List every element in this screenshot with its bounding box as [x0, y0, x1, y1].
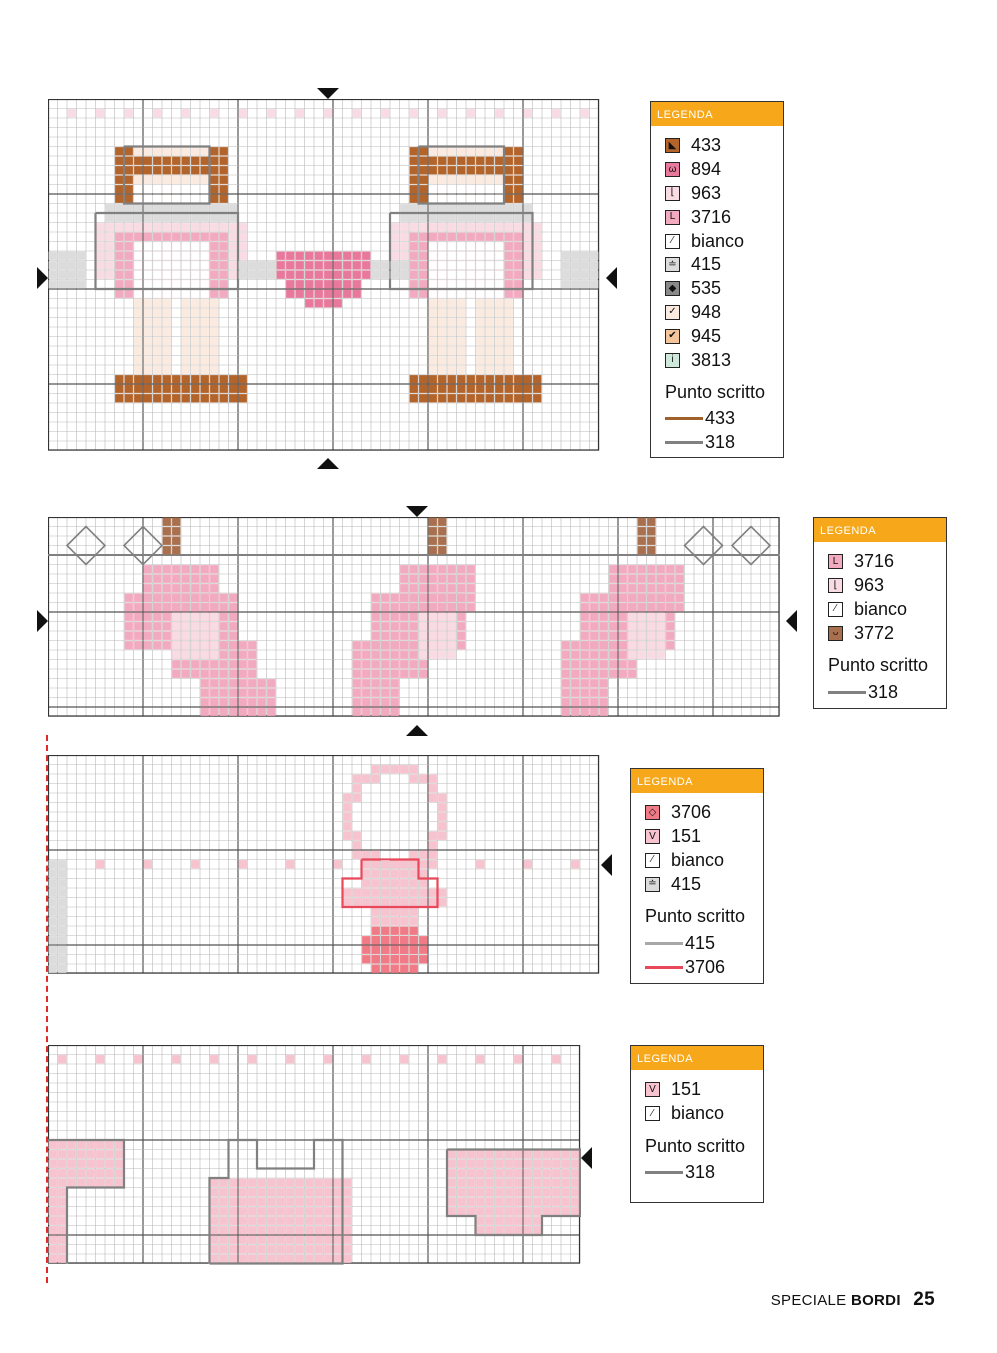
center-arrow-left	[37, 267, 48, 289]
backstitch-item	[828, 680, 934, 704]
legend-item	[665, 301, 771, 325]
legend-item	[665, 324, 771, 348]
legend-item	[645, 872, 751, 896]
backstitch-item	[645, 955, 751, 979]
center-arrow-top	[317, 88, 339, 99]
legend-item	[645, 825, 751, 849]
stitch-symbol-icon: ⁄	[645, 853, 660, 868]
chart-grid-pacifier	[48, 755, 601, 977]
stitch-symbol-icon: ⌊	[828, 578, 843, 593]
thread-code: bianco	[854, 598, 908, 619]
legend-box	[630, 1045, 764, 1203]
legend-box	[630, 768, 764, 984]
thread-code: 948	[691, 301, 722, 322]
backstitch-item	[665, 431, 771, 455]
backstitch-item	[645, 1161, 751, 1185]
legend-body	[631, 793, 763, 985]
legend-title: LEGENDA	[814, 518, 946, 542]
legend-item	[645, 849, 751, 873]
center-arrow-right	[606, 267, 617, 289]
legend-title: LEGENDA	[631, 1046, 763, 1070]
thread-code: 415	[691, 254, 722, 275]
legend-body	[651, 126, 783, 461]
backstitch-line-icon	[645, 942, 683, 945]
legend-item	[665, 134, 771, 158]
backstitch-title: Punto scritto	[828, 655, 929, 676]
legend-item	[828, 598, 934, 622]
thread-code: 415	[685, 932, 716, 953]
stitch-symbol-icon: ≐	[645, 877, 660, 892]
thread-code: 535	[691, 278, 722, 299]
stitch-symbol-icon: ⁄	[665, 234, 680, 249]
stitch-symbol-icon: ⁄	[828, 602, 843, 617]
stitch-symbol-icon: ᴗ	[828, 626, 843, 641]
center-arrow-bottom	[317, 458, 339, 469]
footer-title: BORDI	[850, 1292, 901, 1309]
thread-code: 963	[691, 182, 722, 203]
stitch-symbol-icon: L	[665, 210, 680, 225]
legend-item	[828, 621, 934, 645]
footer-section: SPECIALE	[770, 1292, 847, 1309]
center-arrow-right	[581, 1147, 592, 1169]
thread-code: 3706	[685, 956, 726, 977]
legend-box	[650, 101, 784, 458]
thread-code: 433	[691, 135, 722, 156]
backstitch-line-icon	[645, 966, 683, 969]
backstitch-line-icon	[645, 1171, 683, 1174]
legend-box	[813, 517, 947, 709]
backstitch-title: Punto scritto	[645, 1135, 746, 1156]
stitch-symbol-icon: V	[645, 1082, 660, 1097]
legend-item	[665, 229, 771, 253]
backstitch-line-icon	[828, 691, 866, 694]
thread-code: 318	[868, 681, 899, 702]
legend-item	[828, 550, 934, 574]
thread-code: bianco	[691, 230, 745, 251]
thread-code: 415	[671, 873, 702, 894]
stitch-symbol-icon: ⌊	[665, 186, 680, 201]
backstitch-title: Punto scritto	[645, 906, 746, 927]
page-footer	[771, 1289, 935, 1311]
legend-item	[665, 277, 771, 301]
legend-item	[665, 158, 771, 182]
thread-code: 433	[705, 408, 736, 429]
legend-item	[665, 253, 771, 277]
thread-code: 151	[671, 826, 702, 847]
legend-item	[645, 801, 751, 825]
stitch-symbol-icon: ◇	[645, 805, 660, 820]
thread-code: 3813	[691, 349, 732, 370]
cut-line	[46, 735, 48, 1283]
center-arrow-right	[601, 854, 612, 876]
thread-code: 318	[705, 432, 736, 453]
legend-title: LEGENDA	[651, 102, 783, 126]
thread-code: 3716	[854, 551, 895, 572]
backstitch-line-icon	[665, 441, 703, 444]
legend-title: LEGENDA	[631, 769, 763, 793]
stitch-symbol-icon: ω	[665, 162, 680, 177]
center-arrow-bottom	[406, 725, 428, 736]
thread-code: 3772	[854, 622, 895, 643]
stitch-symbol-icon: ✔	[665, 329, 680, 344]
backstitch-item	[645, 931, 751, 955]
backstitch-title: Punto scritto	[665, 381, 766, 402]
stitch-symbol-icon: V	[645, 829, 660, 844]
legend-item	[665, 182, 771, 206]
legend-body	[631, 1070, 763, 1191]
thread-code: 151	[671, 1079, 702, 1100]
thread-code: 3706	[671, 802, 712, 823]
thread-code: bianco	[671, 849, 725, 870]
stitch-symbol-icon: ◆	[665, 281, 680, 296]
backstitch-line-icon	[665, 417, 703, 420]
stitch-symbol-icon: ✓	[665, 305, 680, 320]
thread-code: 3716	[691, 206, 732, 227]
legend-item	[665, 348, 771, 372]
stitch-symbol-icon: L	[828, 554, 843, 569]
stitch-symbol-icon: i	[665, 353, 680, 368]
legend-item	[665, 205, 771, 229]
center-arrow-right	[786, 610, 797, 632]
stitch-symbol-icon: ≐	[665, 257, 680, 272]
thread-code: 963	[854, 575, 885, 596]
thread-code: bianco	[671, 1103, 725, 1124]
legend-body	[814, 542, 946, 710]
legend-item	[828, 574, 934, 598]
page-number: 25	[913, 1289, 935, 1310]
stitch-symbol-icon: ⁄	[645, 1106, 660, 1121]
legend-item	[645, 1078, 751, 1102]
thread-code: 945	[691, 325, 722, 346]
backstitch-item	[665, 407, 771, 431]
thread-code: 894	[691, 159, 722, 180]
center-arrow-top	[406, 506, 428, 517]
thread-code: 318	[685, 1162, 716, 1183]
legend-item	[645, 1102, 751, 1126]
chart-grid-socks	[48, 517, 786, 725]
stitch-symbol-icon: ◣	[665, 138, 680, 153]
chart-grid-bears	[48, 99, 606, 457]
center-arrow-left	[37, 610, 48, 632]
chart-grid-bottles	[48, 1045, 581, 1271]
